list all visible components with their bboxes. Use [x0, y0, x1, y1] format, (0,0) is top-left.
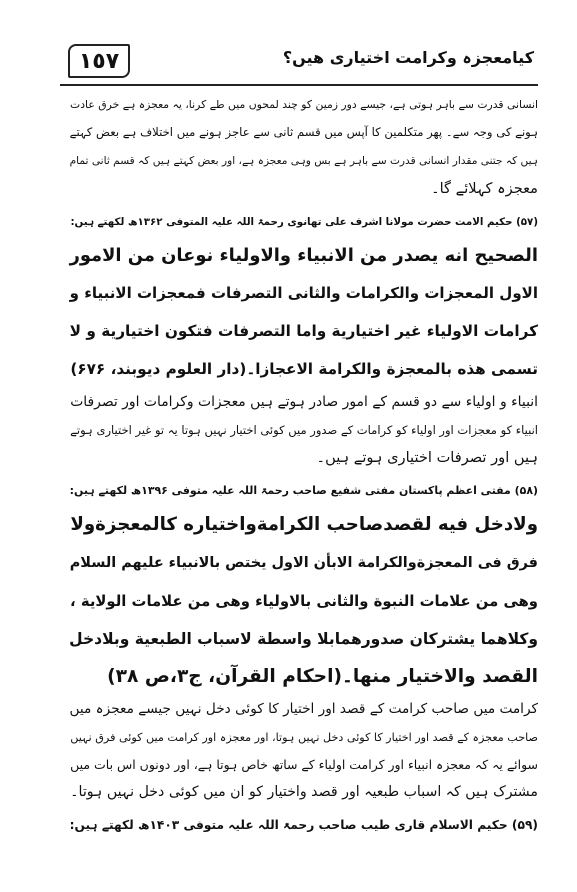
- quote-heading: [60, 810, 538, 840]
- text-line: وهی من علامات النبوة والثانی بالاولیاء وهی من علامات الولایة ،: [70, 593, 538, 610]
- text-line: انسانی قدرت سے باہر ہوتی ہے، جیسے دور زمین کو چند لمحوں میں طے کرنا، یہ معجزہ ہے خرق عادت: [70, 98, 538, 111]
- text-line: ہیں اور تصرفات اختیاری ہوتے ہیں۔: [316, 449, 538, 466]
- arabic-quote: [60, 237, 538, 388]
- text-line: الصحیح انه یصدر من الانبیاء والاولیاء نوعان من الامور: [69, 245, 538, 266]
- page-number: ١٥٧: [78, 48, 120, 74]
- text-line: ہونے کی وجہ سے۔ پھر متکلمین کا آپس میں قسم ثانی سے عاجز ہونے میں اختلاف ہے بعض کہتے: [69, 125, 538, 139]
- urdu-paragraph: [60, 695, 538, 806]
- header-divider: [60, 84, 538, 86]
- text-line: (۵۷) حکیم الامت حضرت مولانا اشرف علی تھانوی رحمۃ اللہ علیہ المتوفی ۱۳۶۲ھ لکھتے ہیں:: [70, 216, 538, 228]
- text-line: الاول المعجزات والکرامات والثانی التصرفات فمعجزات الانبیاء و: [69, 284, 538, 302]
- text-line: وکلاهما یشترکان صدورهمابلا واسطة لاسباب الطبعیة وبلادخل: [69, 630, 538, 648]
- running-title: کیامعجزہ وکرامت اختیاری ھیں؟: [282, 48, 534, 67]
- text-line: تسمی هذه بالمعجزة والکرامة الاعجازا۔(دار العلوم دیوبند، ۶۷۶): [70, 360, 538, 378]
- page-header: [60, 38, 538, 82]
- text-line: ولادخل فیه لقصدصاحب الکرامةواختیاره کالمعجزةولا: [70, 514, 538, 535]
- quote-heading: [60, 206, 538, 237]
- quote-heading: [60, 475, 538, 506]
- urdu-paragraph: [60, 388, 538, 471]
- text-line: کرامات الاولیاء غیر اختیاریة واما التصرفات فتکون اختیاریة و لا: [69, 322, 538, 340]
- page-body: [60, 90, 538, 880]
- text-line: فرق فی المعجزةوالکرامة الابأن الاول یختص بالانبیاء علیهم السلام: [69, 555, 538, 571]
- text-line: (۵۸) مفتی اعظم پاکستان مفتی شفیع صاحب رحمۃ اللہ علیہ متوفی ۱۳۹۶ھ لکھتے ہیں:: [69, 484, 538, 497]
- arabic-quote: [60, 506, 538, 695]
- text-line: مشترک ہیں کہ اسباب طبعیہ اور قصد واختیار کو ان میں کوئی دخل نہیں ہوتا۔: [70, 784, 538, 800]
- text-line: کرامت میں صاحب کرامت کے قصد اور اختیار کا کوئی دخل نہیں جیسے معجزہ میں: [69, 701, 538, 717]
- text-line: ہیں کہ جتنی مقدار انسانی قدرت سے باہر ہے بس وہی معجزہ ہے، اور بعض کہتے ہیں کہ قسم ثانی تمام: [69, 155, 538, 167]
- text-line: سوائے یہ کہ معجزہ انبیاء اور کرامت اولیاء کے ساتھ خاص ہوتا ہے، اور دونوں اس بات میں: [70, 757, 538, 772]
- text-line: انبیاء کو معجزات اور اولیاء کو کرامات کے صدور میں کوئی اختیار نہیں ہوتا یہ تو غیر اختیاری ہوتے: [70, 423, 538, 437]
- page-number-box: [68, 44, 130, 78]
- text-line: معجزہ کہلائے گا۔: [431, 180, 538, 197]
- text-line: صاحب معجزہ کے قصد اور اختیار کا کوئی دخل نہیں ہوتا، اور معجزہ اور کرامت میں کوئی فرق نہیں: [70, 731, 538, 744]
- urdu-paragraph: [60, 90, 538, 202]
- text-line: (۵۹) حکیم الاسلام قاری طیب صاحب رحمۃ اللہ علیہ متوفی ۱۴۰۳ھ لکھتے ہیں:: [69, 818, 538, 832]
- text-line: القصد والاختیار منها۔(احکام القرآن، ج۳،ص ۳۸): [107, 666, 538, 687]
- text-line: انبیاء و اولیاء سے دو قسم کے امور صادر ہوتے ہیں معجزات وکرامات اور تصرفات: [70, 394, 538, 410]
